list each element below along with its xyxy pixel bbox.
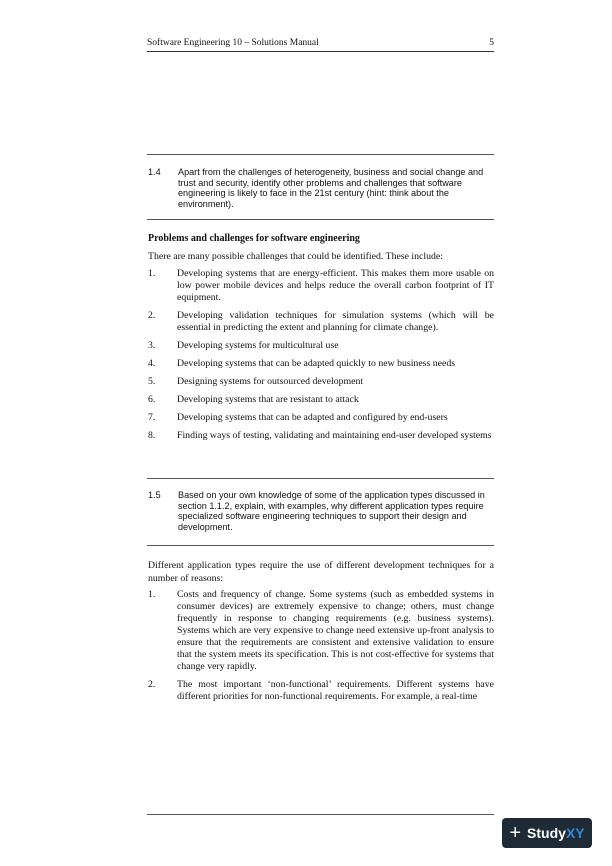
item-text: Developing systems that are resistant to attack [177,394,359,405]
list-item [148,376,494,388]
question-1-4 [148,167,494,209]
item-number: 1. [148,589,156,600]
question-1-5 [148,490,494,532]
brand-prefix: Study [527,825,566,841]
section-heading: Problems and challenges for software engineering [148,233,360,244]
item-number: 2. [148,310,156,321]
item-number: 5. [148,376,156,387]
item-text: Developing systems that can be adapted and configured by end-users [177,412,448,423]
item-text: Designing systems for outsourced development [177,376,364,387]
answer-intro: Different application types require the use of different development techniques for a number of reasons: [148,560,494,584]
list-item [148,679,494,703]
item-text: Developing systems that are energy-efficient. This makes them more usable on low power mobile devices and helps reduce the overall carbon footprint of IT equipment. [177,268,494,303]
studyxy-watermark [502,818,592,848]
list-item [148,310,494,334]
question-number: 1.5 [148,490,161,500]
question-text: Based on your own knowledge of some of the application types discussed in section 1.1.2, explain, with examples, why different application types require specialized software engineering techniques to support their design and development. [178,490,485,532]
page-number: 5 [489,38,494,48]
item-text: The most important ‘non-functional’ requirements. Different systems have different priorities for non-functional requirements. For example, a real-time [177,679,494,702]
list-item [148,340,494,352]
list-item [148,394,494,406]
item-text: Costs and frequency of change. Some systems (such as embedded systems in consumer devices) are extremely expensive to change; others, must change frequently in response to changing requirements (e.g. business systems). Systems which are very expensive to change need extensive up-front analysis to ensure that the requirements are consistent and extensive validation to ensure that the system meets its specification. This is not cost-effective for systems that change very rapidly. [177,589,494,672]
divider [147,219,494,220]
item-text: Finding ways of testing, validating and maintaining end-user developed systems [177,430,492,441]
list-item [148,358,494,370]
brand-suffix: XY [565,825,585,841]
item-number: 3. [148,340,156,351]
divider [147,154,494,155]
item-number: 6. [148,394,156,405]
document-title: Software Engineering 10 – Solutions Manual [147,38,319,48]
plus-icon: + [509,822,522,844]
item-number: 8. [148,430,156,441]
page-header [147,38,494,52]
list-item [148,268,494,304]
list-item [148,430,494,442]
list-item [148,412,494,424]
divider [147,545,494,546]
list-item [148,589,494,673]
answer-intro: There are many possible challenges that could be identified. These include: [148,251,443,262]
reasons-list [148,589,494,709]
footer-divider [147,814,494,815]
item-number: 7. [148,412,156,423]
item-number: 1. [148,268,156,279]
item-number: 2. [148,679,156,690]
challenges-list [148,268,494,448]
item-number: 4. [148,358,156,369]
divider [147,478,494,479]
item-text: Developing validation techniques for simulation systems (which will be essential in predicting the extent and planning for climate change). [177,310,494,333]
item-text: Developing systems that can be adapted quickly to new business needs [177,358,456,369]
question-text: Apart from the challenges of heterogeneity, business and social change and trust and security, identify other problems and challenges that software engineering is likely to face in the 21st century (hint: think about the environment). [178,167,484,209]
item-text: Developing systems for multicultural use [177,340,339,351]
question-number: 1.4 [148,167,161,177]
